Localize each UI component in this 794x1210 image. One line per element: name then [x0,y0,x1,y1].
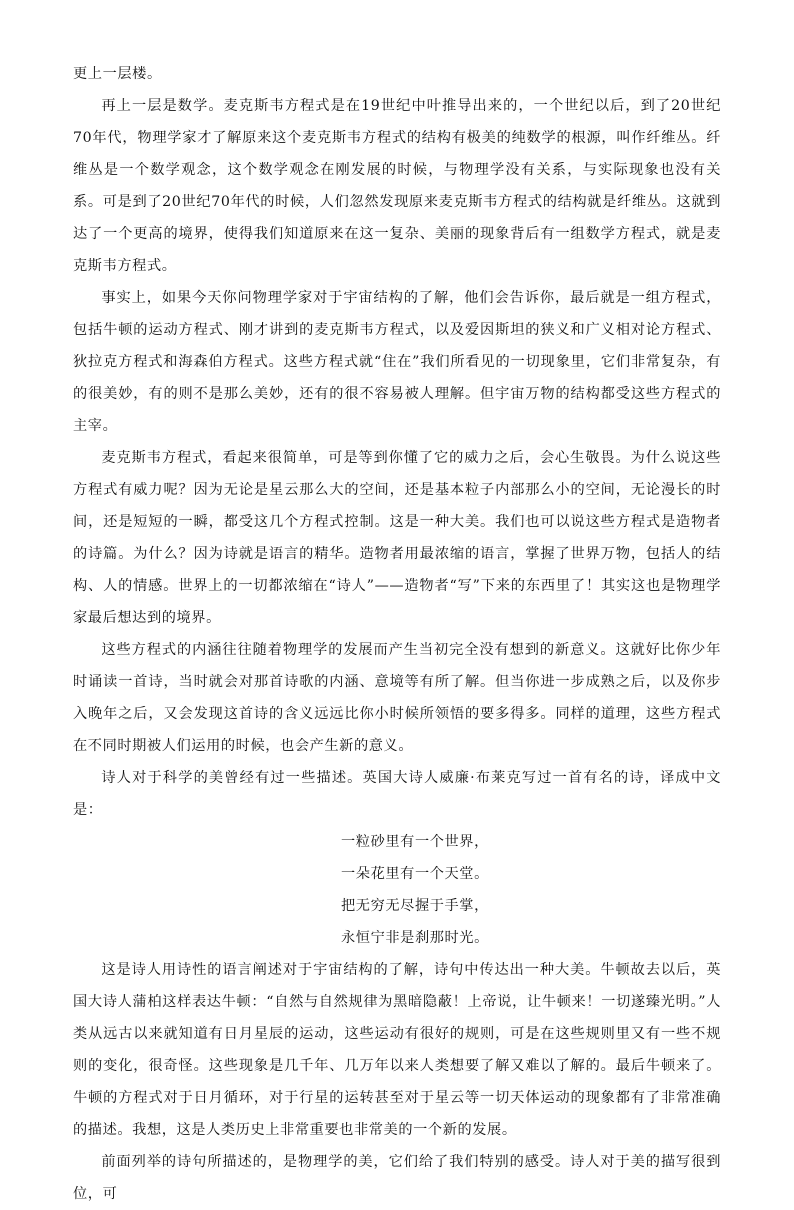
poem-line: 一朵花里有一个天堂。 [341,866,489,882]
paragraph-maxwell-power: 麦克斯韦方程式，看起来很简单，可是等到你懂了它的威力之后，会心生敬畏。为什么说这些方程式有威力呢？因为无论是星云那么大的空间，还是基本粒子内部那么小的空间，无论漫长的时间，还是短短的一瞬，都受这几个方程式控制。这是一种大美。我们也可以说这些方程式是造物者的诗篇。为什么？因为诗就是语言的精华。造物者用最浓缩的语言，掌握了世界万物，包括人的结构、人的情感。世界上的一切都浓缩在“诗人”——造物者“写”下来的东西里了！其实这也是物理学家最后想达到的境界。 [73,450,721,626]
paragraph-mathematics: 再上一层是数学。麦克斯韦方程式是在19世纪中叶推导出来的，一个世纪以后，到了20世纪70年代，物理学家才了解原来这个麦克斯韦方程式的结构有极美的纯数学的根源，叫作纤维丛。纤维丛是一个数学观念，这个数学观念在刚发展的时候，与物理学没有关系，与实际现象也没有关系。可是到了20世纪70年代的时候，人们忽然发现原来麦克斯韦方程式的结构就是纤维丛。这就到达了一个更高的境界，使得我们知道原来在这一复杂、美丽的现象背后有一组数学方程式，就是麦克斯韦方程式。 [73,98,721,274]
poem-line: 一粒砂里有一个世界， [341,834,489,850]
paragraph-equations: 事实上，如果今天你问物理学家对于宇宙结构的了解，他们会告诉你，最后就是一组方程式，包括牛顿的运动方程式、刚才讲到的麦克斯韦方程式，以及爱因斯坦的狭义和广义相对论方程式、狄拉克方程式和海森伯方程式。这些方程式就“住在”我们所看见的一切现象里，它们非常复杂，有的很美妙，有的则不是那么美妙，还有的很不容易被人理解。但宇宙万物的结构都受这些方程式的主宰。 [73,290,721,434]
document-page [73,58,721,1210]
paragraph-new-meaning: 这些方程式的内涵往往随着物理学的发展而产生当初完全没有想到的新意义。这就好比你少年时诵读一首诗，当时就会对那首诗歌的内涵、意境等有所了解。但当你进一步成熟之后，以及你步入晚年之后，又会发现这首诗的含义远远比你小时候所领悟的要多得多。同样的道理，这些方程式在不同时期被人们运用的时候，也会产生新的意义。 [73,642,721,754]
poem-block [73,826,721,954]
paragraph-physics-beauty: 前面列举的诗句所描述的，是物理学的美，它们给了我们特别的感受。诗人对于美的描写很到位，可 [73,1154,721,1202]
paragraph-poet-intro: 诗人对于科学的美曾经有过一些描述。英国大诗人威廉·布莱克写过一首有名的诗，译成中文是： [73,770,721,818]
paragraph-continuation: 更上一层楼。 [73,66,162,82]
poem-line: 永恒宁非是刹那时光。 [341,930,489,946]
poem-line: 把无穷无尽握于手掌， [341,898,489,914]
paragraph-newton: 这是诗人用诗性的语言阐述对于宇宙结构的了解，诗句中传达出一种大美。牛顿故去以后，英国大诗人蒲柏这样表达牛顿：“自然与自然规律为黑暗隐蔽！上帝说，让牛顿来！一切遂臻光明。”人类从远古以来就知道有日月星辰的运动，这些运动有很好的规则，可是在这些规则里又有一些不规则的变化，很奇怪。这些现象是几千年、几万年以来人类想要了解又难以了解的。最后牛顿来了。牛顿的方程式对于日月循环，对于行星的运转甚至对于星云等一切天体运动的现象都有了非常准确的描述。我想，这是人类历史上非常重要也非常美的一个新的发展。 [73,962,721,1138]
